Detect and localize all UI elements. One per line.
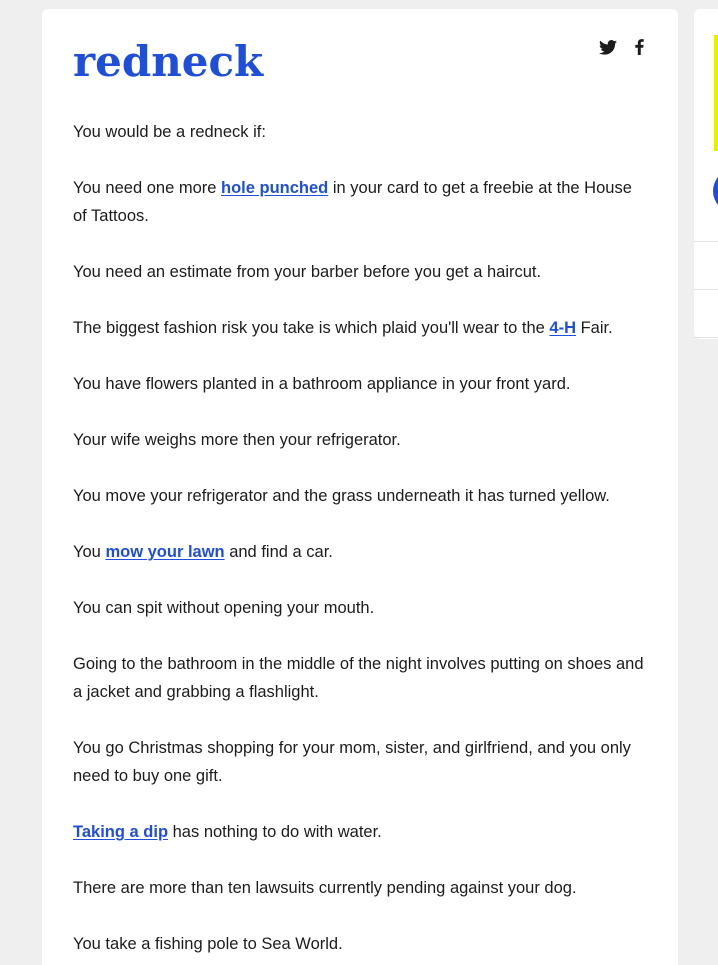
definition-line — [73, 734, 648, 790]
definition-line — [73, 650, 648, 706]
sidebar-divider — [694, 289, 718, 290]
definition-line — [73, 258, 648, 286]
definition-intro: You would be a redneck if: — [73, 123, 266, 141]
definition-text: You take a fishing pole to Sea World. — [73, 935, 343, 953]
definition-text: You need an estimate from your barber before you get a haircut. — [73, 263, 542, 281]
sidebar-divider — [694, 241, 718, 242]
definition-line — [73, 174, 648, 230]
definition-text: Going to the bathroom in the middle of the night involves putting on shoes and a jacket and grabbing a flashlight. — [73, 655, 644, 701]
definition-line — [73, 370, 648, 398]
definition-line — [73, 538, 648, 566]
definition-link[interactable]: mow your lawn — [105, 543, 225, 561]
definition-line — [73, 874, 648, 902]
definition-text: You go Christmas shopping for your mom, sister, and girlfriend, and you only need to buy one gift. — [73, 739, 631, 785]
definition-line — [73, 314, 648, 342]
definition-text: You move your refrigerator and the grass underneath it has turned yellow. — [73, 487, 610, 505]
definition-card — [42, 9, 678, 965]
definition-line — [73, 594, 648, 622]
definition-text: You can spit without opening your mouth. — [73, 599, 375, 617]
sidebar-avatar[interactable] — [713, 169, 718, 213]
sidebar-highlight-bar — [714, 35, 718, 151]
sidebar-partial — [694, 9, 718, 339]
definition-text: in your card to get a freebie at the House of Tattoos. — [73, 179, 632, 225]
definition-text: There are more than ten lawsuits currently pending against your dog. — [73, 879, 577, 897]
definition-link[interactable]: hole punched — [221, 179, 329, 197]
definition-line — [73, 818, 648, 846]
twitter-icon[interactable] — [599, 40, 617, 55]
definition-line — [73, 930, 648, 958]
definition-text: You have flowers planted in a bathroom appliance in your front yard. — [73, 375, 571, 393]
definition-line — [73, 426, 648, 454]
definition-text: The biggest fashion risk you take is which plaid you'll wear to the — [73, 319, 550, 337]
definition-body — [73, 118, 648, 965]
entry-word[interactable]: redneck — [73, 37, 264, 86]
definition-text: You — [73, 543, 106, 561]
facebook-icon[interactable] — [635, 39, 644, 55]
definition-text: You need one more — [73, 179, 222, 197]
definition-link[interactable]: 4-H — [549, 319, 576, 337]
share-buttons — [599, 39, 644, 55]
definition-text: Your wife weighs more then your refrigerator. — [73, 431, 401, 449]
definition-text: and find a car. — [224, 543, 333, 561]
definition-link[interactable]: Taking a dip — [73, 823, 169, 841]
definition-text: has nothing to do with water. — [168, 823, 382, 841]
definition-text: Fair. — [576, 319, 613, 337]
definition-line — [73, 482, 648, 510]
sidebar-divider — [694, 337, 718, 338]
